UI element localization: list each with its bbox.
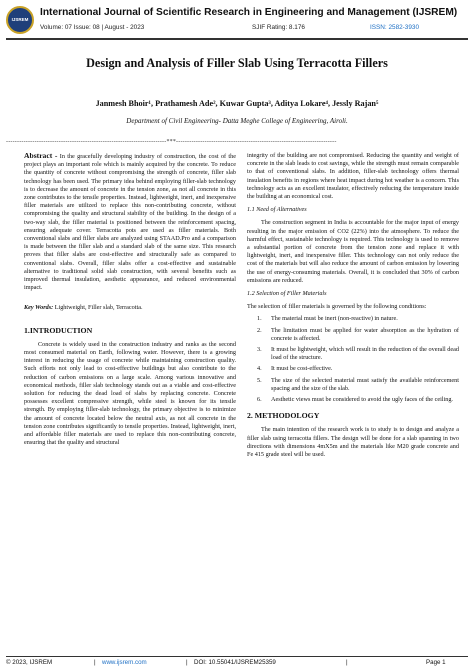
introduction-heading: 1.INTRODUCTION	[24, 325, 93, 335]
issn: ISSN: 2582-3930	[370, 24, 420, 31]
keywords	[24, 304, 236, 312]
author-list: Janmesh Bhoir¹, Prathamesh Ade², Kuwar Gupta³, Aditya Lokare⁴, Jessly Rajan⁵	[95, 99, 379, 108]
keywords-label: Key Words:	[24, 304, 54, 312]
volume-info: Volume: 07 Issue: 08 | August - 2023	[40, 24, 145, 31]
header-divider	[6, 38, 468, 40]
abstract	[24, 152, 236, 292]
abstract-text: In the gracefully developing industry of construction, the cost of the project plays an important role which is mainly acquired by the concrete. To reduce the quantity of concrete without compromising the strength of concrete, filler slab technology has been used. The primary idea behind employing filler-slab technology is to decrease the amount of concrete in the tension zone, as not all concrete in this zone contributes to the tensile properties. Instead, lightweight, inert, and inexpensive filler materials are utilized to replace this non-contributing concrete, without compromising the quality and structural stability of the building. In the design of a two-way slab, the filler material is positioned between the reinforcement spacing, ensuring adequate cover. Terracotta pots are used as filler materials. Both conventional slabs and filler slabs are analyzed using STAAD.Pro and a comparison is made between the filler slab and a standard slab of the same size. This research proves that filler slabs are cost-effective and structurally safe as compared to conventional slabs. Overall, filler slabs offer a cost-effective and sustainable alternative to traditional solid slab construction, with several benefits such as improved thermal insulation, aesthetic appearance, and reduced environmental impact.	[24, 153, 236, 292]
list-item: 6. Aesthetic views must be considered to avoid the ugly faces of the ceiling.	[257, 396, 453, 404]
keywords-text: Lightweight, Filler slab, Terracotta.	[54, 304, 143, 312]
methodology-text: The main intention of the research work is to study is to design and analyze a filler slab using terracotta fillers. The design will be done for a slab spanning in two directions with dimensions 4mX5m and the materials like M20 grade concrete and Fe 415 grade steel will be used.	[247, 426, 459, 459]
logo-text: IJSREM	[11, 17, 29, 22]
paper-title: Design and Analysis of Filler Slab Using Terracotta Fillers	[86, 56, 388, 70]
conditions-list	[247, 315, 459, 404]
website-link[interactable]: www.ijsrem.com	[102, 659, 147, 666]
list-item: 4. It must be cost-effective.	[257, 365, 333, 373]
list-item: 5. The size of the selected material must satisfy the available reinforcement spacing and the size of the slab.	[257, 376, 459, 392]
journal-title: International Journal of Scientific Research in Engineering and Management (IJSREM)	[40, 7, 458, 18]
filler-selection-heading: 1.2 Selection of Filler Materials	[247, 290, 327, 298]
copyright: © 2023, IJSREM	[6, 659, 53, 666]
doi: DOI: 10.55041/IJSREM25359	[194, 659, 276, 666]
left-column	[24, 152, 236, 452]
abstract-label: Abstract -	[24, 151, 58, 160]
list-item: 3. It must be lightweight, which will result in the reduction of the overall dead load of the structure.	[257, 346, 459, 362]
methodology-heading: 2. METHODOLOGY	[247, 411, 320, 421]
introduction-text: Concrete is widely used in the construction industry and ranks as the second most consumed material on Earth, following water. However, there is a growing interest in reducing the usage of concrete while maintaining construction quality. Such efforts not only lead to cost-effective buildings but also contribute to the reduction of carbon emissions on a large scale. Among various innovative and economical methods, filler slab technology stands out as a viable and cost-effective solution for reducing the dead load of slabs by replacing concrete. Concrete possesses excellent compressive strength, while steel is known for its tensile strength. By employing filler-slab technology, the primary objective is to minimize the amount of concrete located below the neutral axis, as not all concrete in the tension zone contributes significantly to tensile properties. Instead, lightweight, inert, and affordable filler materials are used to replace this non-contributing concrete, ensuring that the quality and structural	[24, 340, 236, 447]
intro-continuation: integrity of the building are not compromised. Reducing the quantity and weight of concrete in the slab leads to cost savings, while the strength must remain comparable to that of conventional slabs. In addition, filler-slab technology offers thermal insulation benefits in regions where heat impact during hot weather is a concern. This technology acts as an excellent insulator, effectively reducing the temperature inside the building at an economical cost.	[247, 152, 459, 201]
journal-logo	[6, 6, 34, 34]
page-number: Page 1	[426, 659, 446, 666]
list-item: 2. The limitation must be applied for water absorption as the hydration of concrete is affected.	[257, 326, 459, 342]
journal-header	[0, 0, 474, 42]
list-item: 1. The material must be inert (non-reactive) in nature.	[257, 315, 398, 323]
affiliation: Department of Civil Engineering- Datta Meghe College of Engineering, Airoli.	[126, 117, 348, 125]
footer-divider	[6, 656, 468, 657]
right-column	[247, 152, 459, 463]
sjif-rating: SJIF Rating: 8.176	[252, 24, 305, 31]
need-alternatives-heading: 1.1 Need of Alternatives	[247, 206, 307, 214]
need-alternatives-text: The construction segment in India is accountable for the major input of energy resulting in the major emission of CO2 (22%) into the atmosphere. To reduce the harmful effect, sustainable technology is required. This technology is used to remove a substantial portion of concrete from the tension zone and replace it with lightweight, inert, and inexpensive filler. This technology can not only reduce the cost of the materials but will also reduce the amount of carbon emission by lowering the use of energy-consuming materials. Overall, it is concluded that 30% of carbon emissions are reduced.	[247, 219, 459, 284]
section-separator: -------------------------------------------------------------------------***-------------------------------------------------------------------------	[6, 139, 337, 145]
filler-selection-text: The selection of filler materials is governed by the following conditions:	[247, 303, 427, 311]
